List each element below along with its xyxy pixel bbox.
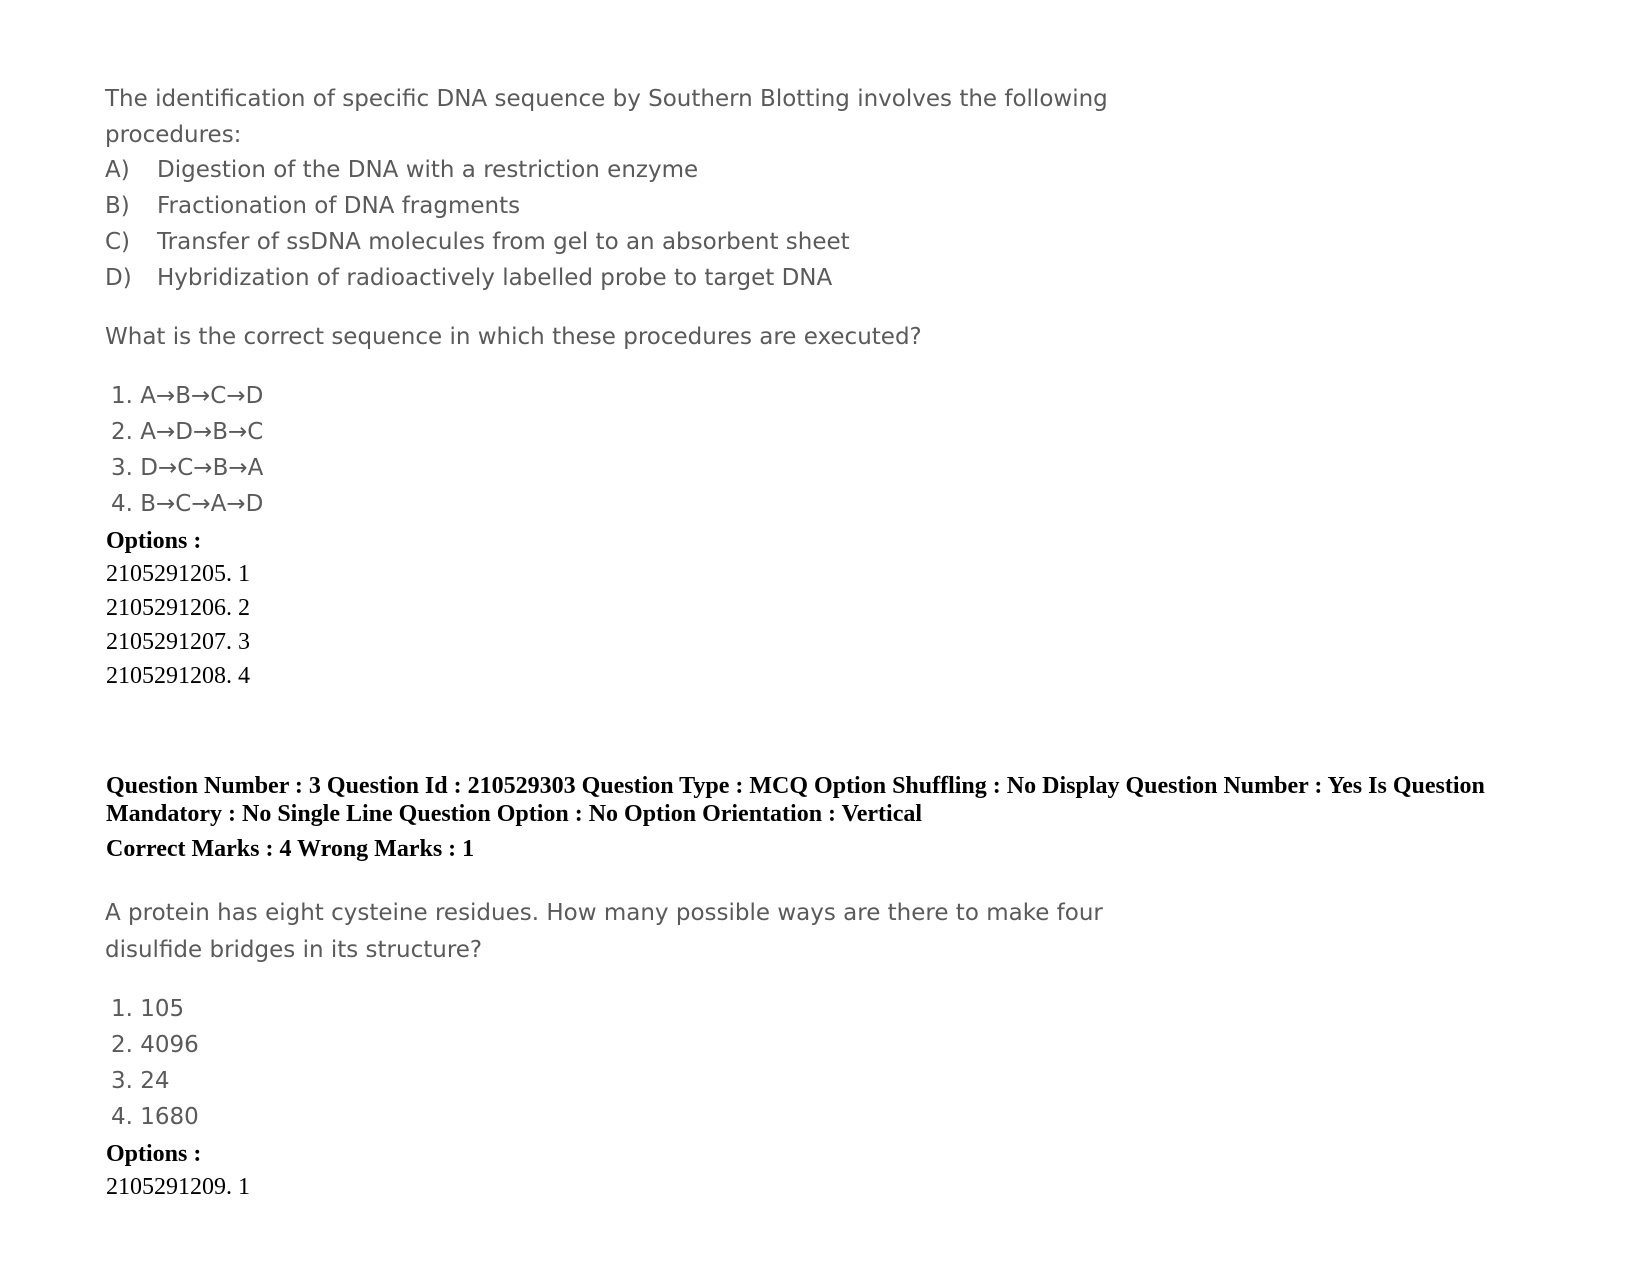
option-item: 2105291207. 3 xyxy=(106,629,250,655)
procedure-step xyxy=(105,157,698,183)
question-prompt: What is the correct sequence in which these procedures are executed? xyxy=(105,324,922,350)
step-text: Digestion of the DNA with a restriction enzyme xyxy=(157,157,699,183)
step-text: Hybridization of radioactively labelled probe to target DNA xyxy=(157,265,833,291)
step-label: B) xyxy=(105,193,130,219)
option-item: 2105291206. 2 xyxy=(106,595,250,621)
answer-choice: 3. D→C→B→A xyxy=(111,455,264,481)
question-3-marks: Correct Marks : 4 Wrong Marks : 1 xyxy=(106,836,475,862)
procedure-step xyxy=(105,193,520,219)
question-stem: disulfide bridges in its structure? xyxy=(105,937,483,963)
step-label: C) xyxy=(105,229,131,255)
answer-choice: 2. A→D→B→C xyxy=(111,419,264,445)
options-label: Options : xyxy=(106,1141,202,1167)
answer-choice: 4. 1680 xyxy=(111,1104,199,1130)
option-item: 2105291208. 4 xyxy=(106,663,250,689)
question-3-meta: Question Number : 3 Question Id : 210529303 Question Type : MCQ Option Shuffling : No Display Question Number : Yes Is Question Mandatory : No Single Line Question Option : No Option Orientation : Vertical xyxy=(106,773,1485,827)
step-label: D) xyxy=(105,265,132,291)
step-text: Transfer of ssDNA molecules from gel to an absorbent sheet xyxy=(157,229,850,255)
option-item: 2105291209. 1 xyxy=(106,1174,250,1200)
procedure-step xyxy=(105,229,850,255)
question-stem: The identification of specific DNA sequence by Southern Blotting involves the following xyxy=(105,86,1108,112)
option-item: 2105291205. 1 xyxy=(106,561,250,587)
answer-choice: 4. B→C→A→D xyxy=(111,491,264,517)
options-label: Options : xyxy=(106,528,202,554)
answer-choice: 2. 4096 xyxy=(111,1032,199,1058)
answer-choice: 3. 24 xyxy=(111,1068,170,1094)
procedure-step xyxy=(105,265,832,291)
step-label: A) xyxy=(105,157,130,183)
question-stem: A protein has eight cysteine residues. How many possible ways are there to make four xyxy=(105,900,1103,926)
answer-choice: 1. 105 xyxy=(111,996,185,1022)
question-stem: procedures: xyxy=(105,122,242,148)
answer-choice: 1. A→B→C→D xyxy=(111,383,264,409)
step-text: Fractionation of DNA fragments xyxy=(157,193,521,219)
